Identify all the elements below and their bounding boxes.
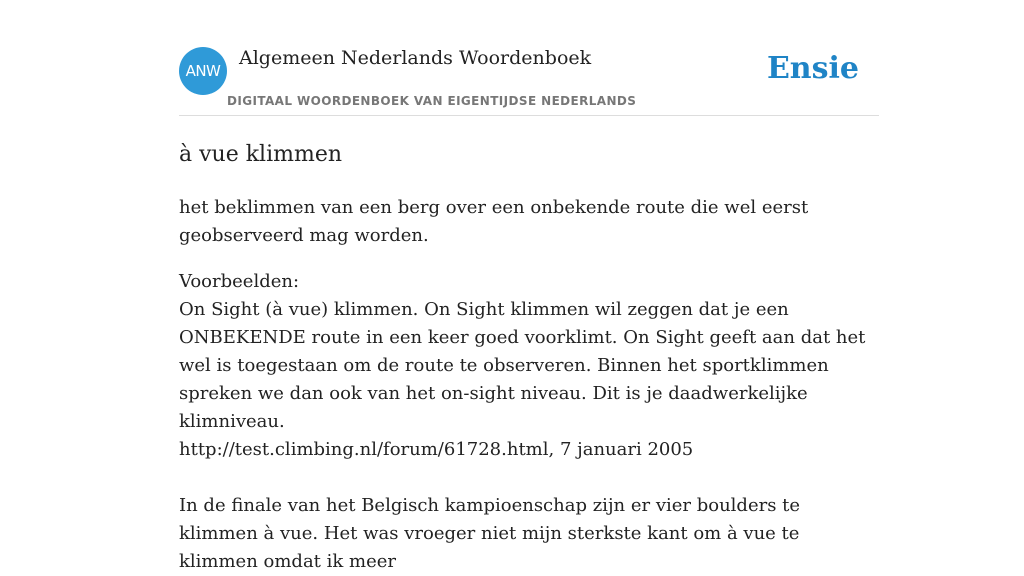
example-item: [179, 296, 879, 464]
site-header: [179, 47, 879, 116]
anw-logo[interactable]: ANW: [179, 47, 227, 95]
example-source: http://test.climbing.nl/forum/61728.html, 7 januari 2005: [179, 439, 694, 460]
entry-content: [179, 140, 879, 576]
example-text: On Sight (à vue) klimmen. On Sight klimmen wil zeggen dat je een ONBEKENDE route in een keer goed voorklimt. On Sight geeft aan dat het wel is toegestaan om de route te observeren. Binnen het sportklimmen spreken we dan ook van het on-sight niveau. Dit is je daadwerkelijke klimniveau.: [179, 299, 866, 432]
example-text: In de finale van het Belgisch kampioenschap zijn er vier boulders te klimmen à vue. Het was vroeger niet mijn sterkste kant om à vue te klimmen omdat ik meer: [179, 495, 801, 572]
entry-definition: het beklimmen van een berg over een onbekende route die wel eerst geobserveerd mag worden.: [179, 197, 809, 246]
ensie-logo[interactable]: Ensie: [766, 51, 859, 86]
site-subtitle: DIGITAAL WOORDENBOEK VAN EIGENTIJDSE NEDERLANDS: [227, 94, 637, 108]
site-title[interactable]: Algemeen Nederlands Woordenboek: [239, 47, 592, 69]
examples-label: Voorbeelden:: [179, 271, 300, 292]
example-item: [179, 492, 879, 576]
entry-headword: à vue klimmen: [179, 142, 343, 167]
